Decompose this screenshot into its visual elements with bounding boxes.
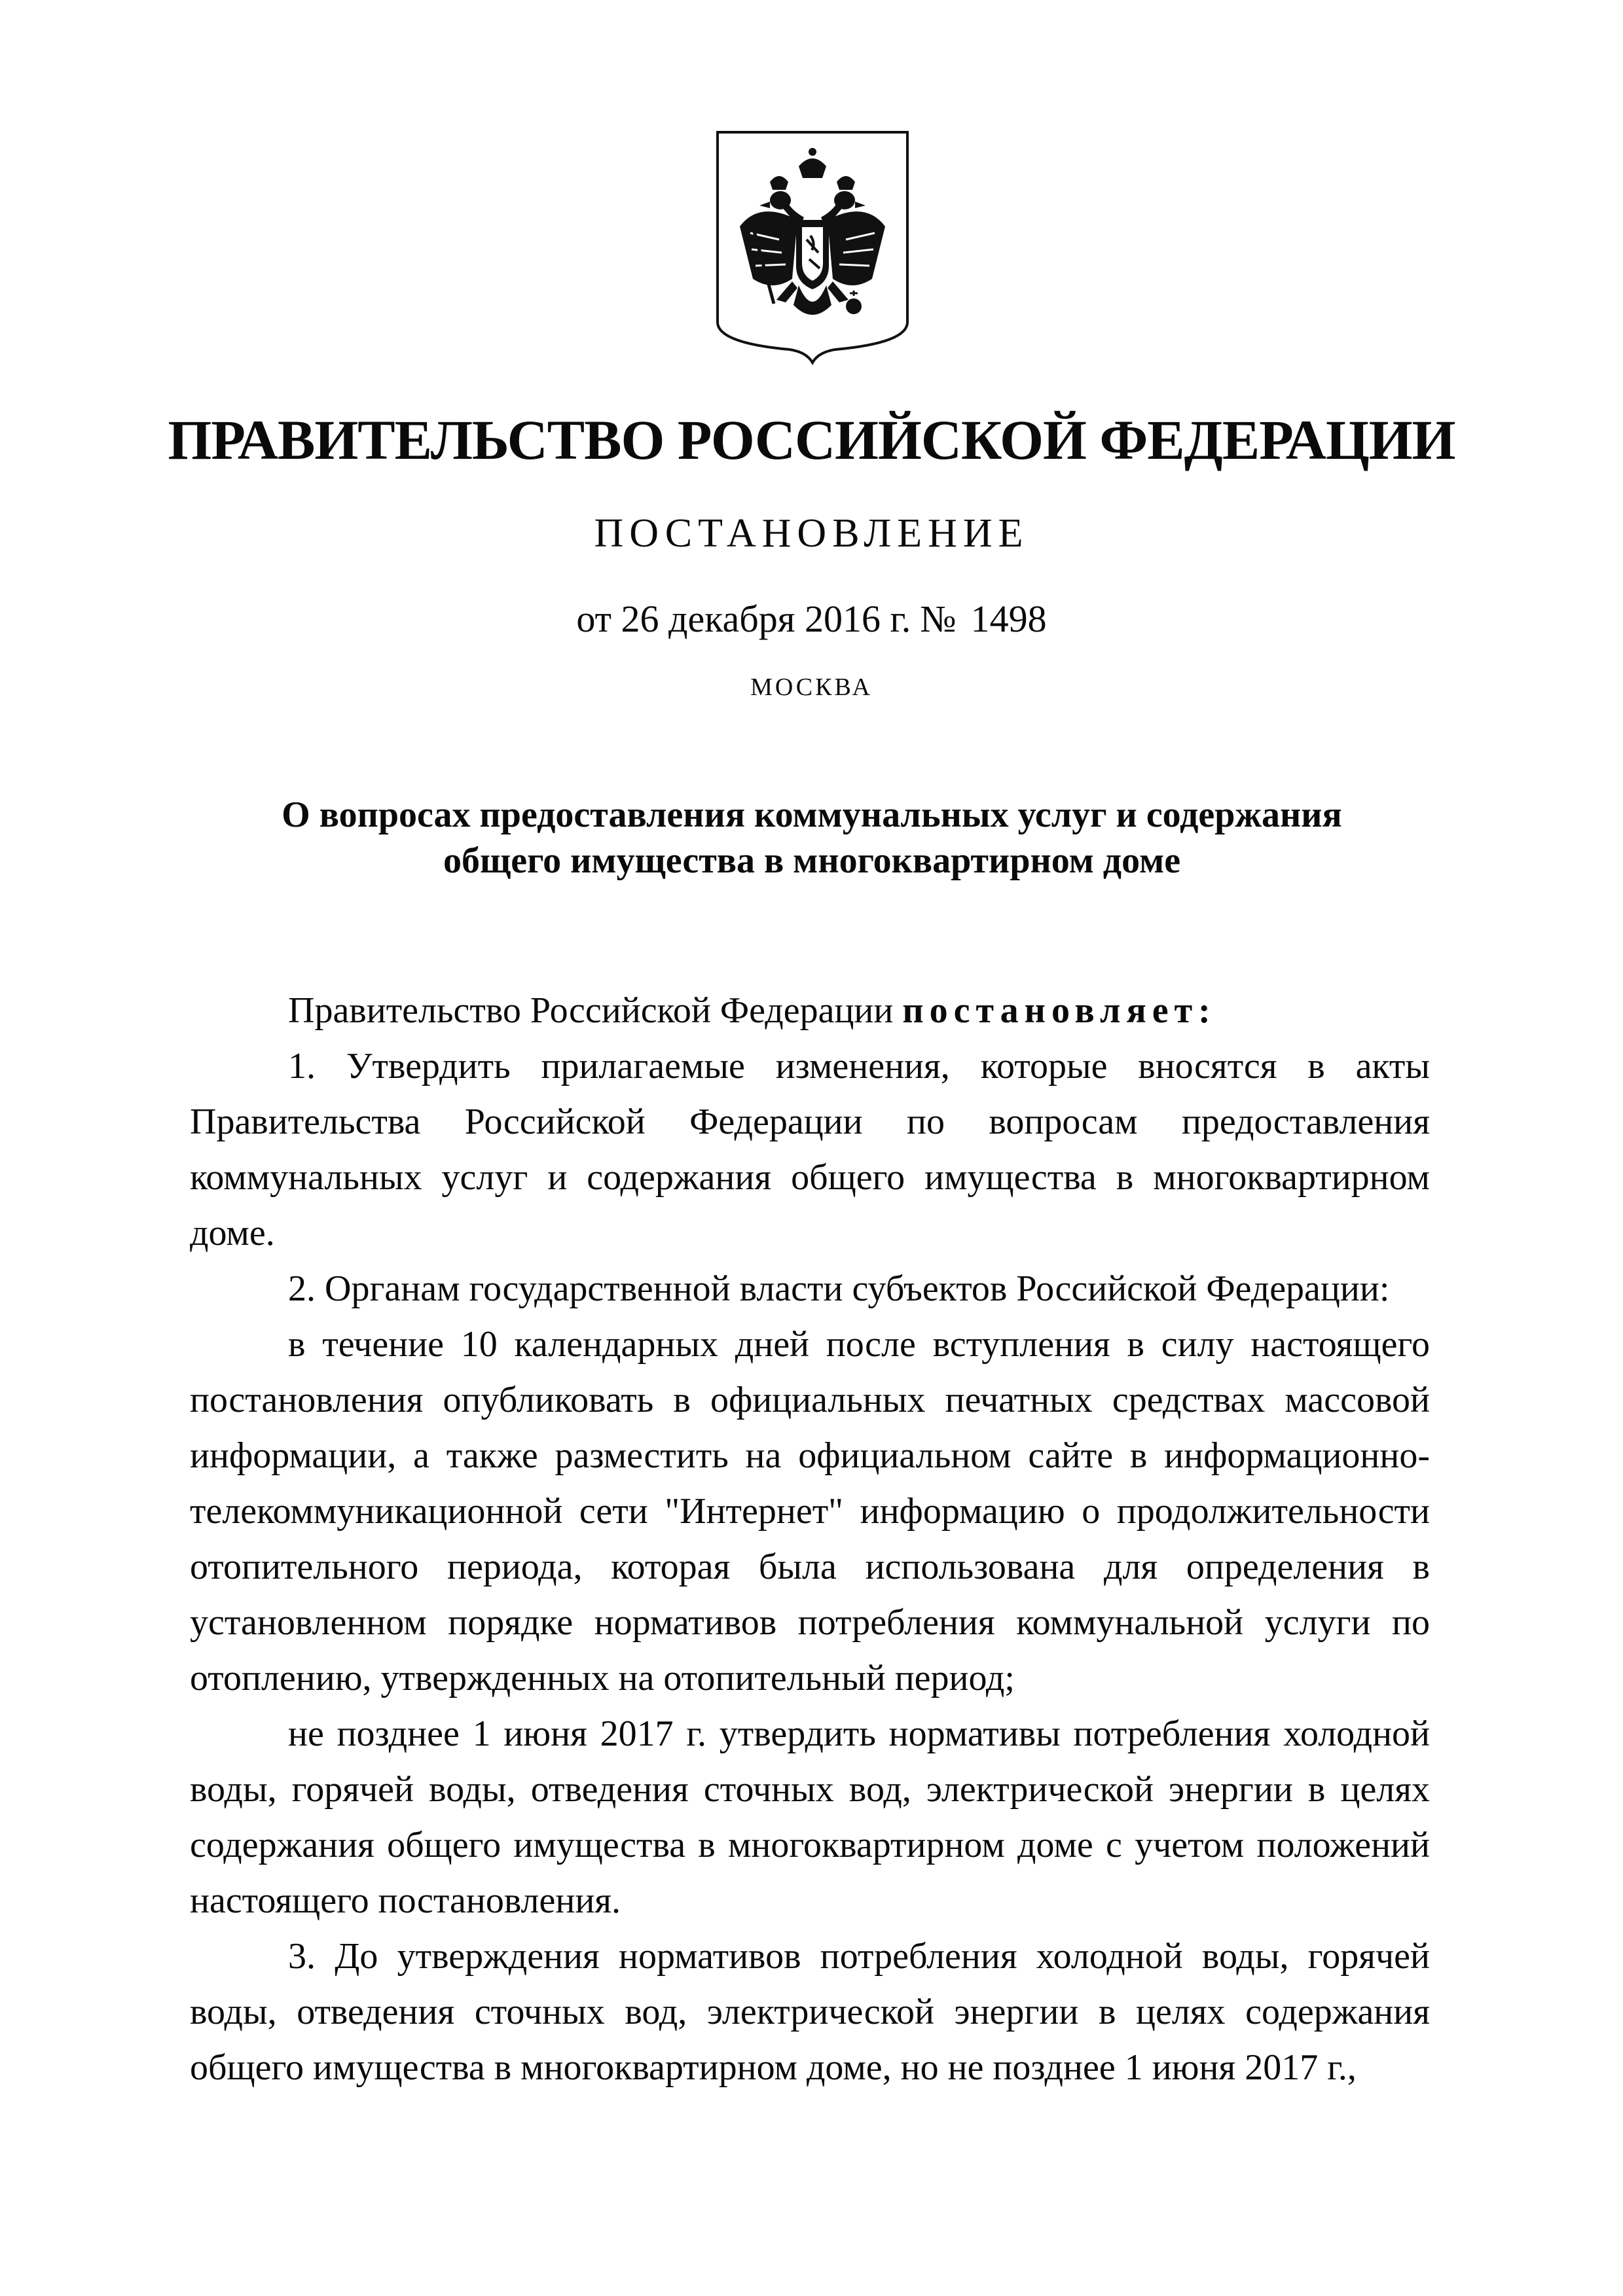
preamble-lead: Правительство Российской Федерации bbox=[288, 990, 903, 1031]
preamble-verb: постановляет: bbox=[902, 990, 1216, 1031]
document-type: ПОСТАНОВЛЕНИЕ bbox=[594, 511, 1029, 556]
paragraph-3: 3. До утверждения нормативов потребления холодной воды, горячей воды, отведения сточных вод, электрической энергии в целях содержания общего имущества в многоквартирном доме, но не позднее 1 июня 2017 г., bbox=[190, 1936, 1430, 2088]
document-body bbox=[190, 983, 1430, 2096]
number-sign: № bbox=[920, 598, 957, 640]
government-title: ПРАВИТЕЛЬСТВО РОССИЙСКОЙ ФЕДЕРАЦИИ bbox=[168, 408, 1455, 471]
paragraph-1: 1. Утвердить прилагаемые изменения, которые вносятся в акты Правительства Российской Федерации по вопросам предоставления коммунальных услуг и содержания общего имущества в многоквартирном доме. bbox=[190, 1046, 1430, 1253]
document-place: МОСКВА bbox=[750, 673, 873, 701]
document-number: 1498 bbox=[970, 598, 1047, 640]
state-emblem bbox=[714, 128, 911, 365]
double-headed-eagle-icon bbox=[714, 128, 911, 365]
subject-line-1: О вопросах предоставления коммунальных услуг и содержания bbox=[282, 795, 1342, 835]
paragraph-2-b: не позднее 1 июня 2017 г. утвердить нормативы потребления холодной воды, горячей воды, отведения сточных вод, электрической энергии в целях содержания общего имущества в многоквартирном доме с учетом положений настоящего постановления. bbox=[190, 1713, 1430, 1921]
document-subject bbox=[196, 792, 1427, 884]
preamble-paragraph bbox=[190, 983, 1430, 1039]
document-date-number bbox=[0, 593, 1623, 645]
subject-line-2: общего имущества в многоквартирном доме bbox=[443, 840, 1181, 881]
paragraph-2: 2. Органам государственной власти субъектов Российской Федерации: bbox=[288, 1268, 1390, 1309]
document-date: от 26 декабря 2016 г. bbox=[576, 598, 911, 640]
paragraph-2-a: в течение 10 календарных дней после вступления в силу настоящего постановления опубликовать в официальных печатных средствах массовой информации, а также разместить на официальном сайте в информационно-телекоммуникационной сети "Интернет" информацию о продолжительности отопительного периода, которая была использована для определения в установленном порядке нормативов потребления коммунальной услуги по отоплению, утвержденных на отопительный период; bbox=[190, 1324, 1430, 1698]
